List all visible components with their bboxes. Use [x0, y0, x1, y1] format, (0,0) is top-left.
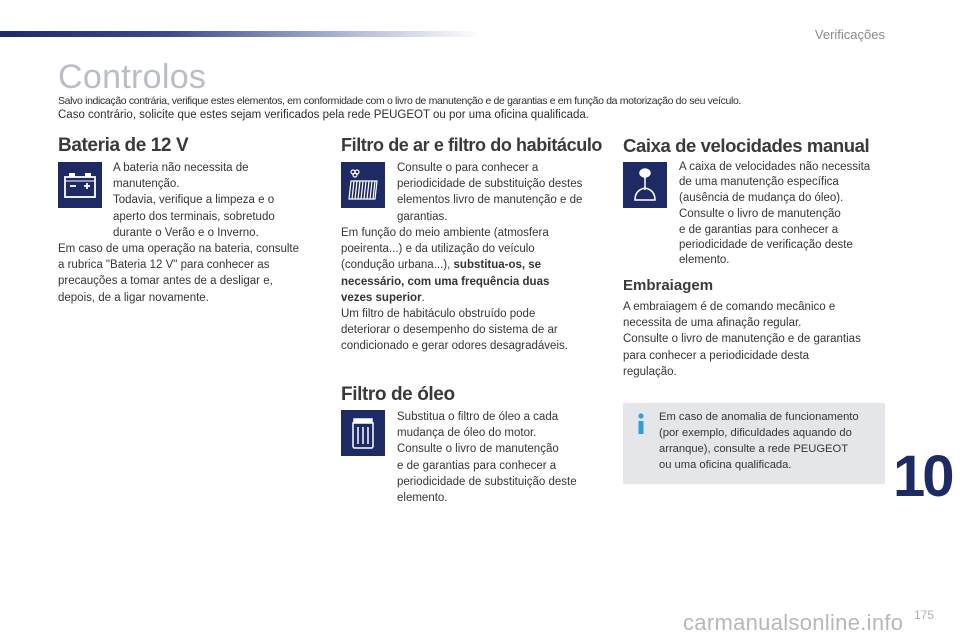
gearbox-text: [679, 160, 889, 269]
text-line: e de garantias para conhecer a: [679, 223, 839, 236]
clutch-title: Embraiagem: [623, 277, 714, 294]
chapter-number: 10: [893, 444, 952, 509]
text-line: [341, 274, 606, 290]
text-line: de uma manutenção específica: [679, 176, 839, 189]
air-filter-paragraph: [341, 225, 606, 355]
gear-lever-icon: [623, 162, 667, 208]
text-line: poeirenta...) e da utilização do veículo: [341, 243, 535, 256]
text-line: (por exemplo, dificuldades aquando do: [659, 427, 852, 439]
text-line: A caixa de velocidades não necessita: [679, 161, 871, 173]
text-line: periodicidade de substituição destes: [397, 178, 583, 191]
text-line: e de garantias para conhecer a: [397, 459, 557, 472]
clutch-text: [623, 299, 888, 380]
battery-icon: [58, 162, 102, 208]
text-line: [341, 290, 606, 306]
text-line: Em função do meio ambiente (atmosfera: [341, 227, 549, 239]
intro-line-1: Salvo indicação contrária, verifique estes elementos, em conformidade com o livro de manutenção e de garantias e em função da motorização do seu veículo.: [58, 95, 742, 107]
text-line: Em caso de anomalia de funcionamento: [659, 411, 859, 423]
text-line: [341, 257, 606, 273]
text-emphasis: vezes superior: [341, 291, 422, 304]
info-text: [659, 409, 881, 473]
battery-text: [113, 160, 313, 241]
battery-paragraph: [58, 241, 323, 306]
text-line: para conhecer a periodicidade desta: [623, 349, 810, 362]
text-line: elementos livro de manutenção e de: [397, 194, 583, 207]
text-line: Consulte o livro de manutenção: [679, 208, 841, 221]
header-gradient-bar: [0, 31, 480, 37]
text-line: ou uma oficina qualificada.: [659, 459, 792, 471]
text-line: depois, de a ligar novamente.: [58, 291, 209, 304]
text-line: precauções a tomar antes de a desligar e,: [58, 275, 273, 288]
text-line: durante o Verão e o Inverno.: [113, 226, 259, 239]
text-line: Consulte o para conhecer a: [397, 162, 539, 174]
info-box: [623, 403, 885, 484]
text-line: (ausência de mudança do óleo).: [679, 191, 844, 204]
text-line: regulação.: [623, 365, 677, 378]
text-line: Consulte o livro de manutenção e de garantias: [623, 333, 861, 346]
oil-filter-icon: [341, 410, 385, 456]
text-line: A embraiagem é de comando mecânico e: [623, 301, 836, 313]
text-line: aperto dos terminais, sobretudo: [113, 210, 275, 223]
text-line: a rubrica "Bateria 12 V" para conhecer as: [58, 259, 270, 272]
text-line: Substitua o filtro de óleo a cada: [397, 411, 559, 423]
text-line: periodicidade de substituição deste: [397, 475, 577, 488]
text-line: Um filtro de habitáculo obstruído pode: [341, 308, 536, 321]
text-line: mudança de óleo do motor.: [397, 427, 537, 440]
oil-filter-title: Filtro de óleo: [341, 384, 455, 405]
text-line: elemento.: [397, 492, 448, 505]
text-line: deteriorar o desempenho do sistema de ar: [341, 324, 558, 337]
section-title: Verificações: [814, 27, 885, 42]
text-line: Consulte o livro de manutenção: [397, 443, 559, 456]
text-line: arranque), consulte a rede PEUGEOT: [659, 443, 849, 455]
text-line: manutenção.: [113, 178, 180, 191]
text-line: condicionado e gerar odores desagradáveis.: [341, 340, 568, 353]
gearbox-title: Caixa de velocidades manual: [623, 135, 870, 156]
text-line: A bateria não necessita de: [113, 162, 249, 174]
text-normal: .: [421, 291, 425, 304]
air-filter-text: [397, 160, 607, 225]
air-filter-icon: [341, 162, 385, 208]
text-emphasis: necessário, com uma frequência duas: [341, 275, 550, 288]
text-line: Todavia, verifique a limpeza e o: [113, 194, 275, 207]
oil-filter-text: [397, 409, 607, 506]
text-emphasis: substitua-os, se: [453, 259, 542, 272]
watermark: carmanualsonline.info: [683, 610, 904, 635]
text-line: Em caso de uma operação na bateria, consulte: [58, 243, 300, 255]
text-line: necessita de uma afinação regular.: [623, 317, 802, 330]
page-number: 175: [914, 608, 935, 622]
info-icon: [635, 413, 647, 435]
text-line: periodicidade de verificação deste: [679, 239, 853, 252]
air-filter-title: Filtro de ar e filtro do habitáculo: [341, 135, 603, 155]
text-normal: (condução urbana...),: [341, 259, 451, 272]
text-line: garantias.: [397, 210, 448, 223]
text-line: elemento.: [679, 254, 730, 267]
battery-title: Bateria de 12 V: [58, 135, 189, 156]
page-title: Controlos: [58, 58, 207, 96]
intro-line-2: Caso contrário, solicite que estes sejam verificados pela rede PEUGEOT ou por uma oficina qualificada.: [58, 109, 589, 121]
